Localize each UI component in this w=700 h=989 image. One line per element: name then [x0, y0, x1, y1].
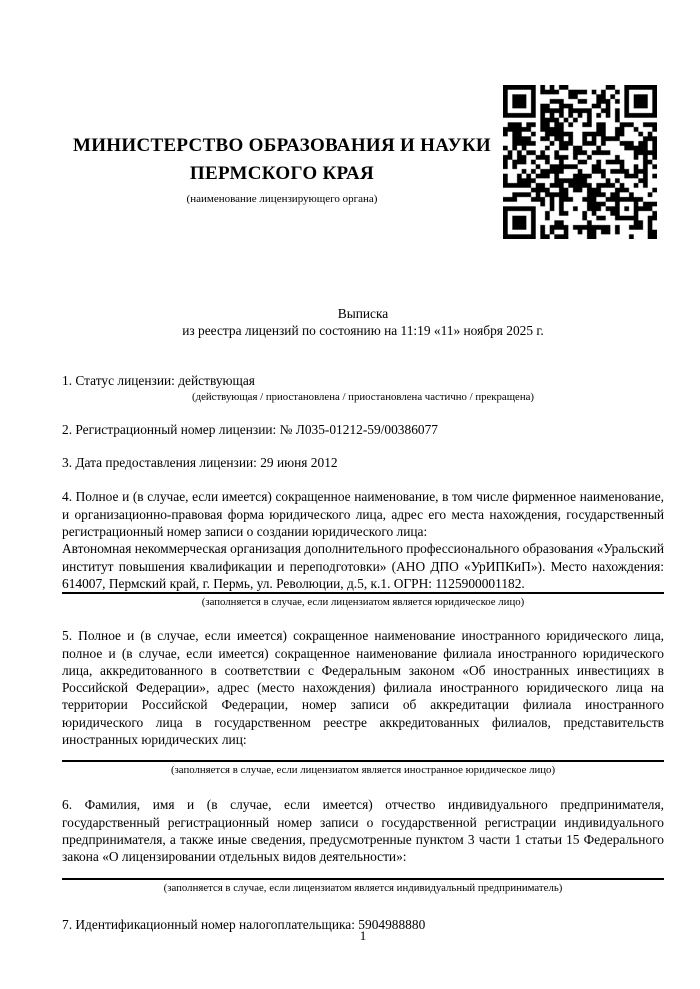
item-text: 6. Фамилия, имя и (в случае, если имеется) отчество индивидуального предпринимателя, государственный регистрационный номер записи о государственной регистрации индивидуального предпринимателя, а также иные сведения, предусмотренные пунктом 3 части 1 статьи 15 Федерального закона «О лицензировании отдельных видов деятельности»:	[62, 797, 664, 865]
field-rule	[62, 592, 664, 594]
item-text: 4. Полное и (в случае, если имеется) сокращенное наименование, в том числе фирменное наименование, и организационно-правовая форма юридического лица, адрес его места нахождения, государственный регистрационный номер записи о создании юридического лица:	[62, 489, 664, 540]
document-title-line1: Выписка	[337, 306, 389, 321]
page-number: 1	[359, 928, 367, 943]
licensing-authority-caption: (наименование лицензирующего органа)	[186, 193, 378, 205]
field-rule	[62, 760, 664, 762]
license-item-3-grant-date	[62, 454, 664, 471]
license-item-1-status	[62, 372, 664, 404]
item-text: 7. Идентификационный номер налогоплательщика: 5904988880	[62, 916, 426, 932]
license-item-6-individual-entrepreneur	[62, 796, 664, 894]
license-item-5-foreign-entity	[62, 627, 664, 777]
field-rule	[62, 878, 664, 880]
license-item-4-legal-entity	[62, 488, 664, 609]
document-content	[62, 0, 664, 933]
document-title-line2: из реестра лицензий по состоянию на 11:19 «11» ноября 2025 г.	[182, 323, 544, 339]
item-value: Автономная некоммерческая организация дополнительного профессионального образования «Уральский институт повышения квалификации и переподготовки» (АНО ДПО «УрИПКиП»). Место нахождения: 614007, Пермский край, г. Пермь, ул. Революции, д.5, к.1. ОГРН: 1125900001182.	[62, 541, 664, 591]
ministry-name-line1: МИНИСТЕРСТВО ОБРАЗОВАНИЯ И НАУКИ	[72, 135, 492, 156]
item-text: 2. Регистрационный номер лицензии: № Л035-01212-59/00386077	[62, 421, 438, 437]
item-caption: (заполняется в случае, если лицензиатом является юридическое лицо)	[201, 596, 525, 609]
license-item-2-registration-number	[62, 421, 664, 438]
empty-value-line	[62, 866, 664, 878]
item-text: 1. Статус лицензии: действующая	[62, 372, 255, 388]
empty-value-line	[62, 748, 664, 760]
item-text: 3. Дата предоставления лицензии: 29 июня 2012	[62, 455, 338, 471]
item-caption: (действующая / приостановлена / приостановлена частично / прекращена)	[192, 390, 534, 403]
item-caption: (заполняется в случае, если лицензиатом является иностранное юридическое лицо)	[170, 764, 556, 777]
item-caption: (заполняется в случае, если лицензиатом является индивидуальный предприниматель)	[163, 881, 563, 894]
ministry-name-line2: ПЕРМСКОГО КРАЯ	[189, 163, 375, 184]
document-title	[62, 305, 664, 340]
licensing-authority-header	[62, 0, 502, 206]
item-text: 5. Полное и (в случае, если имеется) сокращенное наименование иностранного юридического лица, полное и (в случае, если имеется) сокращенное наименование филиала иностранного юридического лица, аккредитованного в соответствии с Федеральным законом «Об иностранных инвестициях в Российской Федерации», адрес (место нахождения) филиала иностранного юридического лица на территории Российской Федерации, номер записи об аккредитации филиала иностранного юридического лица в государственном реестре аккредитованных филиалов, представительств иностранных юридических лиц:	[62, 628, 664, 748]
